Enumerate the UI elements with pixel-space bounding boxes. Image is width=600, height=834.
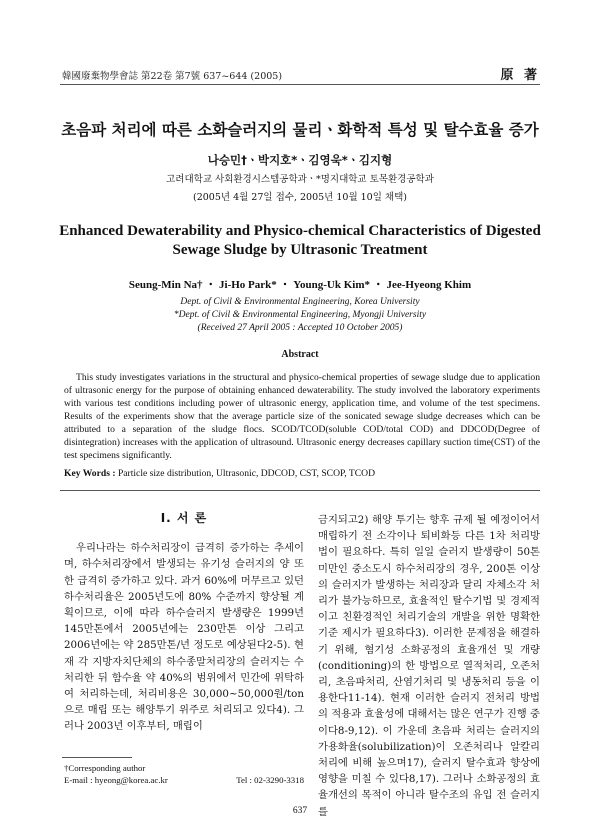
page-number: 637 (292, 806, 308, 816)
abstract-divider (60, 490, 540, 491)
body-right-column (318, 512, 540, 820)
english-title (40, 222, 560, 260)
section-heading-introduction: I. 서 론 (160, 511, 208, 525)
english-affiliation-2: *Dept. of Civil & Environmental Engineering, Myongji University (173, 310, 427, 320)
korean-authors: 나승민†ㆍ박지호*ㆍ김영욱*ㆍ김지형 (207, 153, 393, 167)
english-title-line1: Enhanced Dewaterability and Physico-chemical Characteristics of Digested (59, 223, 541, 239)
body-left-column (64, 510, 304, 735)
korean-dates: (2005년 4월 27일 접수, 2005년 10월 10일 채택) (192, 192, 407, 203)
keywords-list: Particle size distribution, Ultrasonic, DDCOD, CST, SCOP, TCOD (117, 468, 376, 479)
abstract-heading: Abstract (281, 349, 319, 360)
body-right-paragraph: 금지되고2) 해양 투기는 향후 규제 될 예정이어서 매립하기 전 소각이나 퇴비화등 다른 1차 처리방법이 필요하다. 특히 일일 슬러지 발생량이 50톤 미만인 중소도시 하수처리장의 경우, 200톤 이상의 슬러지가 발생하는 처리장과 달리 자체소각 처리가 불가능하므로, 효율적인 탈수기법 및 경제적이고 친환경적인 처리기술의 개발을 위한 명확한 기준 제시가 필요하다3). 이러한 문제점을 해결하기 위해, 혐기성 소화공정의 효율개선 및 개량(conditioning)의 한 방법으로 열적처리, 오존처리, 초음파처리, 산염기처리 및 냉동처리 등을 이용한다11-14). 현재 이러한 슬러지 전처리 방법의 적용과 효율성에 대해서는 많은 연구가 진행 중이다8-9,12). 이 가운데 초음파 처리는 슬러지의 가용화율(solubilization)이 오존처리나 알칼리 처리에 비해 높으며17), 슬러지 탈수효과 향상에 영향을 미칠 수 있다8,17). 그러나 소화공정의 효율개선의 목적이 아니라 탈수조의 유입 전 슬러지를 (318, 514, 540, 818)
english-affiliation-1: Dept. of Civil & Environmental Engineering, Korea University (180, 297, 420, 307)
korean-title: 초음파 처리에 따른 소화슬러지의 물리ㆍ화학적 특성 및 탈수효율 증가 (61, 121, 539, 139)
article-category: 原 著 (500, 68, 540, 83)
english-authors: Seung-Min Na† ・ Ji-Ho Park* ・ Young-Uk Kim* ・ Jee-Hyeong Khim (128, 279, 472, 291)
footnote-tel: Tel : 02-3290-3318 (236, 775, 304, 785)
footnote-divider (62, 757, 132, 758)
body-left-paragraph: 우리나라는 하수처리장이 급격히 증가하는 추세이며, 하수처리장에서 발생되는 유기성 슬러지의 양 또한 급격히 증가하고 있다. 과거 60%에 머무르고 있던 하수처리율은 2005년도에 80% 수준까지 향상될 계획이므로, 이에 따라 하수슬러지 발생량은 1999년 145만톤에서 2005년에는 230만톤 이상 그리고 2006년에는 약 285만톤/년 정도로 예상된다2-5). 현재 각 지방자치단체의 하수종말처리장의 슬러지는 수처리한 뒤 함수율 약 40%의 범위에서 민간에 위탁하여 처리하는데, 처리비용은 30,000~50,000원/ton으로 매립 또는 해양투기 위주로 처리되고 있다4). 그러나 2003년 이후부터, 매립이 (64, 542, 304, 733)
korean-affiliation: 고려대학교 사회환경시스템공학과ㆍ*명지대학교 토목환경공학과 (166, 174, 434, 185)
english-affiliation (40, 296, 560, 335)
english-title-line2: Sewage Sludge by Ultrasonic Treatment (172, 242, 428, 258)
english-received: (Received 27 April 2005 : Accepted 10 October 2005) (197, 323, 403, 333)
abstract-text: This study investigates variations in the structural and physico-chemical properties of sewage sludge due to application of ultrasonic energy for the purpose of obtaining enhanced dewaterability. The study involved the laboratory experiments with various test conditions including power of ultrasonic energy, application time, and volume of the test specimens. Results of the experiments show that the average particle size of the sonicated sewage sludge decreases which can be attributed to a separation of the sludge flocs. SCOD/TCOD(soluble COD/total COD) and DDCOD(Degree of disintegration) increases with the application of ultrasound. Ultrasonic energy decreases capillary suction time(CST) of the test specimens significantly. (64, 372, 540, 461)
keywords-label: Key Words : (64, 468, 116, 479)
header-divider (60, 84, 540, 85)
footnote-label: †Corresponding author (64, 763, 146, 773)
footnote (64, 762, 304, 786)
keywords (64, 468, 540, 479)
footnote-email: E-mail : hyeong@korea.ac.kr (64, 775, 168, 785)
journal-header: 韓國廢棄物學會誌 第22卷 第7號 637~644 (2005) (62, 71, 283, 82)
